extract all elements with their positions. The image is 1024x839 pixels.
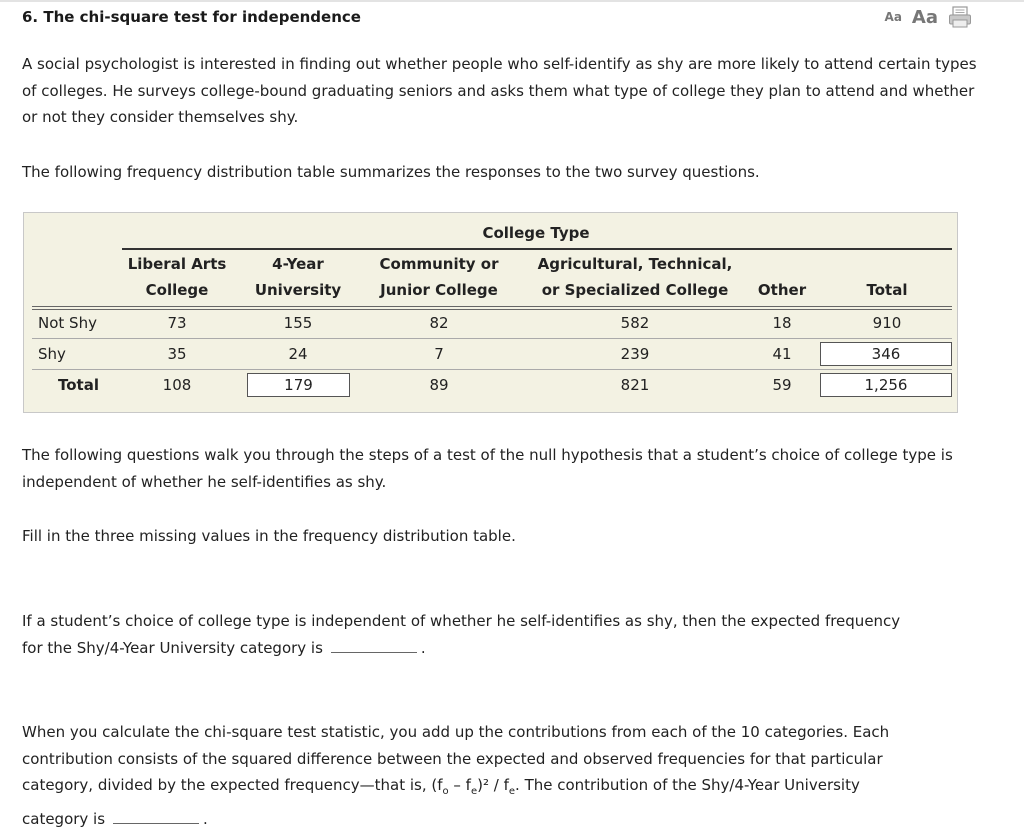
expected-frequency-input[interactable] [331,638,417,653]
col-header-4-year-2: University [254,281,342,299]
row-label-shy: Shy [38,345,66,363]
table-cell: 82 [429,314,449,332]
question-text: If a student’s choice of college type is independent of whether he self-identifies as shy, then the expected frequency [22,612,901,630]
row-label-total: Total [58,376,99,394]
col-header-liberal-arts-1: Liberal Arts [127,255,227,273]
question-text: When you calculate the chi-square test statistic, you add up the contributions from each of the 10 categories. Each [22,723,890,741]
formula-text: )² / f [477,776,509,794]
row-divider [32,369,952,370]
question-text: category is [22,809,106,828]
row-divider [32,338,952,339]
col-header-community-2: Junior College [380,281,498,299]
question-text: . The contribution of the Shy/4-Year University [515,776,860,794]
font-increase-button[interactable]: Aa [911,6,938,28]
table-cell: 910 [872,314,902,332]
chi-square-contribution-question [22,719,982,832]
column-rule-top [32,306,952,307]
table-cell: 73 [167,314,187,332]
frequency-table [23,212,958,413]
formula-text: – f [448,776,471,794]
toolbar [885,6,972,28]
table-cell: 41 [772,345,792,363]
question-period: . [203,809,208,828]
total-4-year-input[interactable]: 179 [247,373,350,397]
table-cell: 24 [288,345,308,363]
table-intro-paragraph: The following frequency distribution table summarizes the responses to the two survey questions. [22,163,760,181]
subscript-e: e [470,786,478,797]
header-rule [122,248,952,250]
top-divider [0,0,1024,2]
question-text: category, divided by the expected frequency—that is, (f [22,776,443,794]
null-hypothesis-paragraph: The following questions walk you through the steps of a test of the null hypothesis that a student’s choice of college type is independent of whether he self-identifies as shy. [22,446,953,491]
table-cell: 35 [167,345,187,363]
column-rule-bottom [32,309,952,310]
table-cell: 239 [620,345,650,363]
subscript-e: e [508,786,516,797]
row-label-not-shy: Not Shy [38,314,97,332]
col-header-other: Other [757,281,807,299]
shy-total-input[interactable]: 346 [820,342,952,366]
col-header-liberal-arts-2: College [145,281,209,299]
col-header-total: Total [866,281,908,299]
question-text: for the Shy/4-Year University category is [22,638,323,657]
print-icon[interactable] [948,6,972,28]
table-cell: 59 [772,376,792,394]
col-header-4-year-1: 4-Year [272,255,324,273]
intro-paragraph: A social psychologist is interested in finding out whether people who self-identify as shy are more likely to attend certain types of colleges. He surveys college-bound graduating seniors and asks them what type of college they plan to attend and whether or not they consider themselves shy. [22,55,977,126]
contribution-input[interactable] [113,809,199,824]
col-header-agricultural-1: Agricultural, Technical, [537,255,733,273]
table-cell: 821 [620,376,650,394]
table-cell: 89 [429,376,449,394]
table-cell: 155 [283,314,313,332]
grand-total-input[interactable]: 1,256 [820,373,952,397]
font-decrease-button[interactable]: Aa [884,10,902,24]
table-cell: 18 [772,314,792,332]
table-cell: 108 [162,376,192,394]
fill-in-instruction: Fill in the three missing values in the frequency distribution table. [22,527,516,545]
college-type-header: College Type [482,224,590,242]
table-cell: 7 [434,345,444,363]
col-header-community-1: Community or [379,255,499,273]
question-period: . [420,638,426,657]
expected-frequency-question [22,608,982,661]
question-text: contribution consists of the squared difference between the expected and observed frequencies for that particular [22,749,883,768]
subscript-o: o [442,786,449,797]
table-cell: 582 [620,314,650,332]
col-header-agricultural-2: or Specialized College [541,281,729,299]
question-title: 6. The chi-square test for independence [22,8,361,26]
